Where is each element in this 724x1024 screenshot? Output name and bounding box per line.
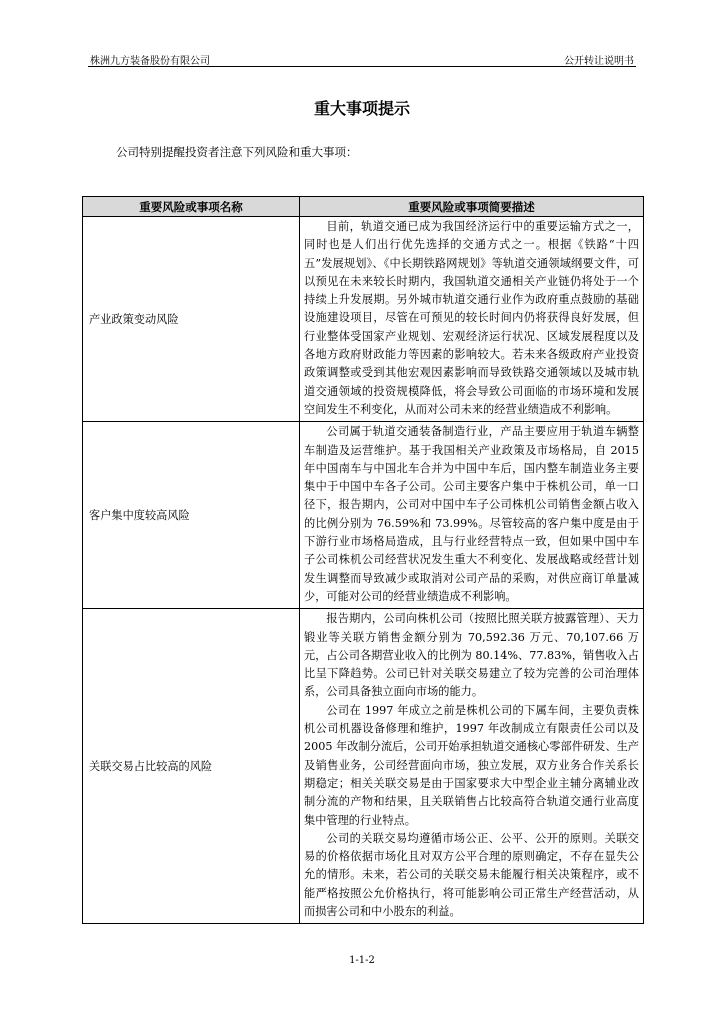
table-row (83, 217, 644, 422)
intro-text: 公司特别提醒投资者注意下列风险和重大事项： (116, 145, 358, 159)
desc-paragraph: 目前，轨道交通已成为我国经济运行中的重要运输方式之一，同时也是人们出行优先选择的交通方式之一。根据《铁路“十四五”发展规划》、《中长期铁路网规划》等轨道交通领域纲要文件，可以预见在未来较长时期内，我国轨道交通相关产业链仍将处于一个持续上升发展期。另外城市轨道交通行业作为政府重点鼓励的基础设施建设项目，尽管在可预见的较长时间内仍将获得良好发展，但行业整体受国家产业规划、宏观经济运行状况、区域发展程度以及各地方政府财政能力等因素的影响较大。若未来各级政府产业投资政策调整或受到其他宏观因素影响而导致铁路交通领域以及城市轨道交通领域的投资规模降低，将会导致公司面临的市场环境和发展空间发生不利变化，从而对公司未来的经营业绩造成不利影响。 (304, 220, 639, 416)
risk-description (300, 217, 644, 422)
risk-table (82, 196, 644, 924)
page-header (88, 50, 636, 67)
desc-paragraph: 公司属于轨道交通装备制造行业，产品主要应用于轨道车辆整车制造及运营维护。基于我国相关产业政策及市场格局，自 2015 年中国南车与中国北车合并为中国中车后，国内整车制造业务主要集中于中国中车各子公司。公司主要客户集中于株机公司，单一口径下，报告期内，公司对中国中车子公司株机公司销售金额占收入的比例分别为 76.59%和 73.99%。尽管较高的客户集中度是由于下游行业市场格局造成，且与行业经营特点一致，但如果中国中车子公司株机公司经营状况发生重大不利变化、发展战略或经营计划发生调整而导致减少或取消对公司产品的采购，对供应商订单量减少，可能对公司的经营业绩造成不利影响。 (304, 425, 639, 603)
risk-description (300, 609, 644, 924)
table-header-row (83, 197, 644, 217)
page-number: 1-1-2 (349, 955, 375, 966)
table-row (83, 422, 644, 609)
desc-paragraph: 公司的关联交易均遵循市场公正、公平、公开的原则。关联交易的价格依据市场化且对双方公平合理的原则确定，不存在显失公允的情形。未来，若公司的关联交易未能履行相关决策程序，或不能严格按照公允价格执行，将可能影响公司正常生产经营活动，从而损害公司和中小股东的利益。 (304, 831, 639, 918)
header-doc-type: 公开转让说明书 (564, 56, 634, 67)
col-header-desc: 重要风险或事项简要描述 (300, 197, 644, 217)
risk-name: 关联交易占比较高的风险 (83, 609, 300, 924)
risk-name: 产业政策变动风险 (83, 217, 300, 422)
desc-paragraph: 公司在 1997 年成立之前是株机公司的下属车间，主要负责株机公司机器设备修理和维护，1997 年改制成立有限责任公司以及 2005 年改制分流后，公司开始承担轨道交通核心零部件研发、生产及销售业务，公司经营面向市场，独立发展，双方业务合作关系长期稳定；相关关联交易是由于国家要求大中型企业主辅分离辅业改制分流的产物和结果，且关联销售占比较高符合轨道交通行业高度集中管理的行业特点。 (304, 703, 639, 827)
risk-name: 客户集中度较高风险 (83, 422, 300, 609)
col-header-name: 重要风险或事项名称 (83, 197, 300, 217)
table-row (83, 609, 644, 924)
header-company: 株洲九方装备股份有限公司 (90, 56, 210, 67)
risk-description (300, 422, 644, 609)
page-title: 重大事项提示 (313, 99, 410, 118)
desc-paragraph: 报告期内，公司向株机公司（按照比照关联方披露管理）、天力锻业等关联方销售金额分别为 70,592.36 万元、70,107.66 万元，占公司各期营业收入的比例为 80.14%、77.83%，销售收入占比呈下降趋势。公司已针对关联交易建立了较为完善的公司治理体系，公司具备独立面向市场的能力。 (304, 612, 639, 699)
